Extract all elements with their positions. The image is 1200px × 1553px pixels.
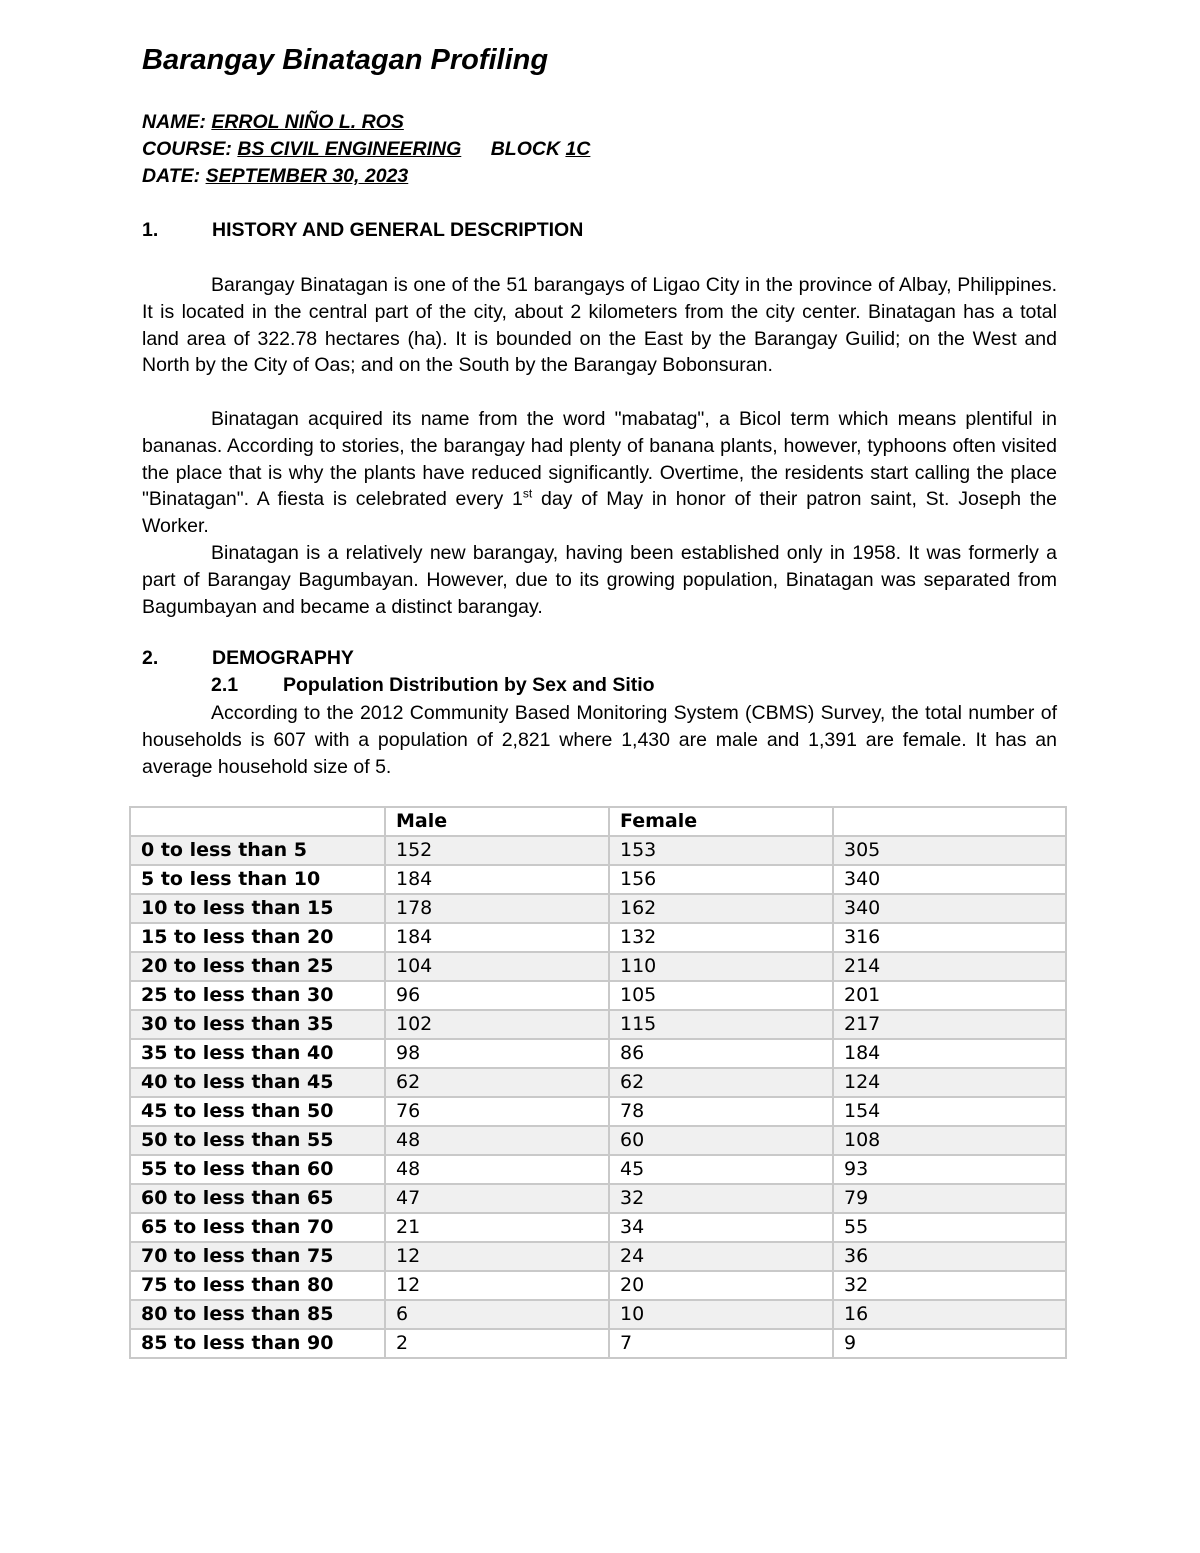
- block-value: 1C: [565, 138, 591, 160]
- table-row: [130, 1184, 1066, 1213]
- male-cell: 102: [385, 1010, 609, 1039]
- history-paragraph-2: [142, 406, 1057, 540]
- female-cell: 86: [609, 1039, 833, 1068]
- header-cell-male: Male: [385, 807, 609, 836]
- total-cell: 36: [833, 1242, 1066, 1271]
- male-cell: 48: [385, 1126, 609, 1155]
- female-cell: 62: [609, 1068, 833, 1097]
- header-cell-age: [130, 807, 385, 836]
- total-cell: 305: [833, 836, 1066, 865]
- total-cell: 316: [833, 923, 1066, 952]
- female-cell: 153: [609, 836, 833, 865]
- course-value: BS CIVIL ENGINEERING: [237, 138, 462, 160]
- table-row: [130, 1271, 1066, 1300]
- section-2-title: DEMOGRAPHY: [212, 647, 354, 669]
- female-cell: 24: [609, 1242, 833, 1271]
- male-cell: 12: [385, 1242, 609, 1271]
- total-cell: 340: [833, 894, 1066, 923]
- subsection-title: Population Distribution by Sex and Sitio: [283, 674, 655, 696]
- female-cell: 110: [609, 952, 833, 981]
- table-row: [130, 836, 1066, 865]
- total-cell: 9: [833, 1329, 1066, 1358]
- total-cell: 124: [833, 1068, 1066, 1097]
- table-row: [130, 1242, 1066, 1271]
- age-group-cell: 85 to less than 90: [130, 1329, 385, 1358]
- table-header-row: [130, 807, 1066, 836]
- total-cell: 108: [833, 1126, 1066, 1155]
- age-group-cell: 20 to less than 25: [130, 952, 385, 981]
- age-group-cell: 40 to less than 45: [130, 1068, 385, 1097]
- male-cell: 76: [385, 1097, 609, 1126]
- demography-paragraph: According to the 2012 Community Based Monitoring System (CBMS) Survey, the total number of households is 607 with a population of 2,821 where 1,430 are male and 1,391 are female. It has an average household size of 5.: [142, 702, 1057, 778]
- female-cell: 10: [609, 1300, 833, 1329]
- female-cell: 78: [609, 1097, 833, 1126]
- male-cell: 184: [385, 865, 609, 894]
- age-group-cell: 55 to less than 60: [130, 1155, 385, 1184]
- course-label: COURSE:: [142, 138, 232, 160]
- total-cell: 16: [833, 1300, 1066, 1329]
- age-group-cell: 80 to less than 85: [130, 1300, 385, 1329]
- age-group-cell: 30 to less than 35: [130, 1010, 385, 1039]
- male-cell: 184: [385, 923, 609, 952]
- table-row: [130, 1329, 1066, 1358]
- age-group-cell: 35 to less than 40: [130, 1039, 385, 1068]
- population-table: [129, 806, 1067, 1359]
- ordinal-suffix: st: [522, 486, 533, 501]
- total-cell: 201: [833, 981, 1066, 1010]
- history-paragraph-1: Barangay Binatagan is one of the 51 barangays of Ligao City in the province of Albay, Philippines. It is located in the central part of the city, about 2 kilometers from the city center. Binatagan has a total land area of 322.78 hectares (ha). It is bounded on the East by the Barangay Guilid; on the West and North by the City of Oas; and on the South by the Barangay Bobonsuran.: [142, 274, 1057, 377]
- name-line: [142, 111, 404, 134]
- name-value: ERROL NIÑO L. ROS: [211, 111, 404, 133]
- table-row: [130, 894, 1066, 923]
- total-cell: 79: [833, 1184, 1066, 1213]
- total-cell: 214: [833, 952, 1066, 981]
- male-cell: 104: [385, 952, 609, 981]
- table-row: [130, 981, 1066, 1010]
- total-cell: 217: [833, 1010, 1066, 1039]
- total-cell: 154: [833, 1097, 1066, 1126]
- male-cell: 98: [385, 1039, 609, 1068]
- age-group-cell: 75 to less than 80: [130, 1271, 385, 1300]
- male-cell: 2: [385, 1329, 609, 1358]
- section-1-title: HISTORY AND GENERAL DESCRIPTION: [212, 219, 584, 241]
- female-cell: 132: [609, 923, 833, 952]
- section-2-number: 2.: [142, 647, 159, 669]
- subsection-number: 2.1: [211, 674, 239, 696]
- age-group-cell: 50 to less than 55: [130, 1126, 385, 1155]
- female-cell: 7: [609, 1329, 833, 1358]
- subsection-2-1-heading: [211, 674, 655, 697]
- block-label: BLOCK: [490, 138, 561, 160]
- age-group-cell: 25 to less than 30: [130, 981, 385, 1010]
- male-cell: 96: [385, 981, 609, 1010]
- date-line: [142, 165, 408, 188]
- female-cell: 34: [609, 1213, 833, 1242]
- section-1-heading: [142, 219, 583, 242]
- table-row: [130, 1155, 1066, 1184]
- history-paragraph-3: Binatagan is a relatively new barangay, having been established only in 1958. It was formerly a part of Barangay Bagumbayan. However, due to its growing population, Binatagan was separated from Bagumbayan and became a distinct barangay.: [142, 542, 1057, 618]
- age-group-cell: 60 to less than 65: [130, 1184, 385, 1213]
- female-cell: 45: [609, 1155, 833, 1184]
- section-1-number: 1.: [142, 219, 159, 241]
- table-row: [130, 1300, 1066, 1329]
- course-line: [142, 138, 590, 161]
- total-cell: 55: [833, 1213, 1066, 1242]
- male-cell: 48: [385, 1155, 609, 1184]
- male-cell: 12: [385, 1271, 609, 1300]
- header-cell-female: Female: [609, 807, 833, 836]
- female-cell: 32: [609, 1184, 833, 1213]
- age-group-cell: 65 to less than 70: [130, 1213, 385, 1242]
- male-cell: 62: [385, 1068, 609, 1097]
- female-cell: 60: [609, 1126, 833, 1155]
- female-cell: 105: [609, 981, 833, 1010]
- female-cell: 156: [609, 865, 833, 894]
- female-cell: 20: [609, 1271, 833, 1300]
- table-row: [130, 1039, 1066, 1068]
- male-cell: 47: [385, 1184, 609, 1213]
- total-cell: 93: [833, 1155, 1066, 1184]
- date-label: DATE:: [142, 165, 201, 187]
- age-group-cell: 45 to less than 50: [130, 1097, 385, 1126]
- total-cell: 184: [833, 1039, 1066, 1068]
- male-cell: 21: [385, 1213, 609, 1242]
- name-label: NAME:: [142, 111, 206, 133]
- male-cell: 152: [385, 836, 609, 865]
- date-value: SEPTEMBER 30, 2023: [205, 165, 409, 187]
- section-2-heading: [142, 647, 354, 670]
- paragraph-2-text: Binatagan acquired its name from the word "mabatag", a Bicol term which means plentiful in bananas. According to stories, the barangay had plenty of banana plants, however, typhoons often visited the place that is why the plants have reduced significantly. Overtime, the residents start calling the place "Binatagan". A fiesta is celebrated every 1: [142, 408, 1057, 511]
- age-group-cell: 15 to less than 20: [130, 923, 385, 952]
- table-row: [130, 1097, 1066, 1126]
- male-cell: 178: [385, 894, 609, 923]
- age-group-cell: 10 to less than 15: [130, 894, 385, 923]
- table-row: [130, 865, 1066, 894]
- table-row: [130, 1068, 1066, 1097]
- table-row: [130, 1010, 1066, 1039]
- female-cell: 115: [609, 1010, 833, 1039]
- age-group-cell: 5 to less than 10: [130, 865, 385, 894]
- table-row: [130, 1213, 1066, 1242]
- table-row: [130, 952, 1066, 981]
- table-row: [130, 1126, 1066, 1155]
- total-cell: 32: [833, 1271, 1066, 1300]
- table-row: [130, 923, 1066, 952]
- male-cell: 6: [385, 1300, 609, 1329]
- age-group-cell: 70 to less than 75: [130, 1242, 385, 1271]
- document-title: Barangay Binatagan Profiling: [142, 44, 549, 76]
- paragraph-2-text-end: day of May in honor of their patron saint, St. Joseph the Worker.: [142, 488, 1058, 538]
- female-cell: 162: [609, 894, 833, 923]
- header-cell-total: [833, 807, 1066, 836]
- age-group-cell: 0 to less than 5: [130, 836, 385, 865]
- total-cell: 340: [833, 865, 1066, 894]
